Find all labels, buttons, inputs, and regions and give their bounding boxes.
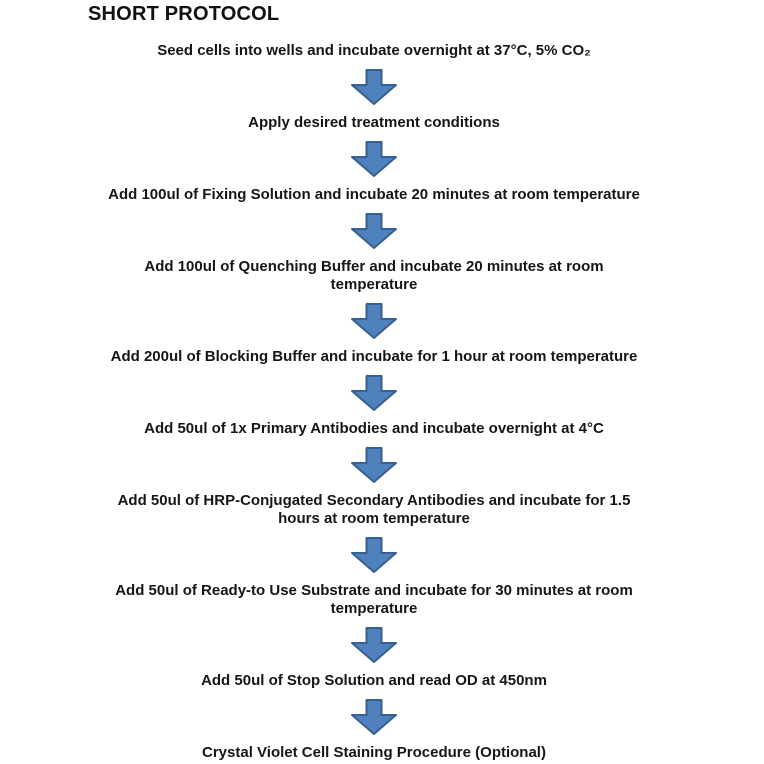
protocol-step [144, 258, 603, 294]
down-arrow-icon [351, 213, 397, 249]
down-arrow-icon [351, 447, 397, 483]
protocol-step-text: temperature [330, 600, 418, 617]
down-arrow-icon [351, 699, 397, 735]
protocol-step [108, 186, 640, 204]
down-arrow-icon [351, 69, 397, 105]
down-arrow-icon [351, 375, 397, 411]
protocol-step-text: hours at room temperature [278, 510, 470, 527]
protocol-step [157, 42, 591, 60]
protocol-step [202, 744, 546, 762]
protocol-step-text: Add 50ul of HRP-Conjugated Secondary Antibodies and incubate for 1.5 [117, 492, 631, 509]
down-arrow-icon [351, 627, 397, 663]
down-arrow-icon [351, 303, 397, 339]
down-arrow-icon [351, 537, 397, 573]
protocol-step-text: Add 50ul of Stop Solution and read OD at 450nm [201, 672, 547, 689]
protocol-step-text: temperature [330, 276, 418, 293]
protocol-step-text: Add 200ul of Blocking Buffer and incubate for 1 hour at room temperature [110, 348, 638, 365]
protocol-step [248, 114, 500, 132]
protocol-step [115, 582, 633, 618]
protocol-step-text: Apply desired treatment conditions [248, 114, 500, 131]
protocol-step [144, 420, 604, 438]
protocol-step-text: Add 100ul of Fixing Solution and incubate 20 minutes at room temperature [108, 186, 640, 203]
protocol-flow [0, 42, 756, 762]
protocol-step-text: Crystal Violet Cell Staining Procedure (Optional) [202, 744, 546, 761]
protocol-step [201, 672, 547, 690]
protocol-step-text: Seed cells into wells and incubate overnight at 37°C, 5% CO₂ [157, 42, 591, 59]
page-title: SHORT PROTOCOL [88, 3, 280, 25]
protocol-step-text: Add 100ul of Quenching Buffer and incubate 20 minutes at room [144, 258, 604, 275]
protocol-step-text: Add 50ul of Ready-to Use Substrate and incubate for 30 minutes at room [115, 582, 633, 599]
down-arrow-icon [351, 141, 397, 177]
protocol-step [118, 492, 631, 528]
protocol-step [111, 348, 638, 366]
protocol-step-text: Add 50ul of 1x Primary Antibodies and incubate overnight at 4°C [144, 420, 604, 437]
